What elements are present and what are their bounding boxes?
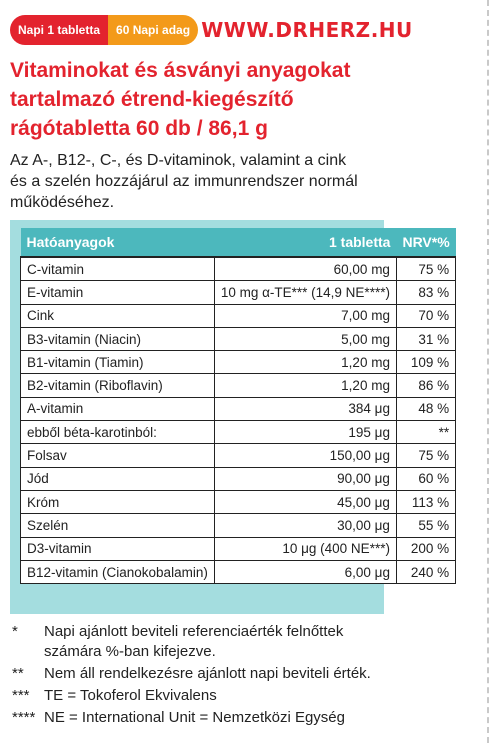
ingredient-nrv: 75 %: [396, 257, 455, 281]
ingredient-amount: 30,00 μg: [214, 514, 396, 537]
ingredient-nrv: 240 %: [396, 560, 455, 583]
column-header-ingredient: Hatóanyagok: [21, 228, 215, 257]
ingredient-name: Cink: [21, 304, 215, 327]
ingredient-name: B1-vitamin (Tiamin): [21, 351, 215, 374]
product-title: [10, 56, 480, 143]
ingredient-name: C-vitamin: [21, 257, 215, 281]
cut-line-divider: [487, 0, 489, 743]
table-row: [21, 444, 456, 467]
ingredient-amount: 10 mg α-TE*** (14,9 NE****): [214, 281, 396, 304]
ingredient-nrv: 113 %: [396, 490, 455, 513]
ingredient-amount: 90,00 μg: [214, 467, 396, 490]
ingredient-name: B3-vitamin (Niacin): [21, 327, 215, 350]
table-row: [21, 351, 456, 374]
ingredient-amount: 1,20 mg: [214, 351, 396, 374]
daily-tablet-badge: Napi 1 tabletta: [10, 15, 108, 45]
footnote-text: Nem áll rendelkezésre ajánlott napi beviteli érték.: [44, 665, 371, 682]
table-row: [21, 421, 456, 444]
daily-dose-badge: 60 Napi adag: [108, 15, 198, 45]
ingredient-nrv: 60 %: [396, 467, 455, 490]
ingredient-name: A-vitamin: [21, 397, 215, 420]
footnote-text: TE = Tokoferol Ekvivalens: [44, 687, 217, 704]
table-row: [21, 281, 456, 304]
ingredient-amount: 7,00 mg: [214, 304, 396, 327]
ingredient-name: Szelén: [21, 514, 215, 537]
footnote-symbol: *: [12, 623, 18, 640]
ingredient-name: Jód: [21, 467, 215, 490]
table-header-row: [21, 228, 456, 257]
description-line: és a szelén hozzájárul az immunrendszer normál: [10, 173, 358, 190]
table-row: [21, 374, 456, 397]
ingredient-name: B2-vitamin (Riboflavin): [21, 374, 215, 397]
footnote-text: Napi ajánlott beviteli referenciaérték felnőttek: [44, 623, 344, 640]
ingredient-name: Folsav: [21, 444, 215, 467]
ingredient-nrv: 70 %: [396, 304, 455, 327]
column-header-nrv: NRV*%: [396, 228, 455, 257]
ingredient-amount: 10 μg (400 NE***): [214, 537, 396, 560]
column-header-amount: 1 tabletta: [214, 228, 396, 257]
product-title-line: rágótabletta 60 db / 86,1 g: [10, 117, 268, 140]
footnote-text: NE = International Unit = Nemzetközi Egység: [44, 709, 345, 726]
description-line: Az A-, B12-, C-, és D-vitaminok, valamint a cink: [10, 152, 347, 169]
table-row: [21, 514, 456, 537]
ingredient-name: Króm: [21, 490, 215, 513]
ingredient-amount: 150,00 μg: [214, 444, 396, 467]
product-description: [10, 150, 480, 213]
ingredient-nrv: 75 %: [396, 444, 455, 467]
ingredient-name: D3-vitamin: [21, 537, 215, 560]
ingredient-amount: 60,00 mg: [214, 257, 396, 281]
ingredient-amount: 195 μg: [214, 421, 396, 444]
ingredient-amount: 5,00 mg: [214, 327, 396, 350]
ingredient-nrv: 86 %: [396, 374, 455, 397]
ingredient-name: E-vitamin: [21, 281, 215, 304]
description-line: működéséhez.: [10, 194, 115, 211]
table-row: [21, 327, 456, 350]
dosage-badge: [10, 15, 198, 45]
website-link[interactable]: WWW.DRHERZ.HU: [201, 18, 413, 42]
footnote-text: számára %-ban kifejezve.: [44, 643, 216, 660]
nutrition-table: [20, 228, 456, 584]
ingredient-nrv: **: [396, 421, 455, 444]
ingredient-name: ebből béta-karotinból:: [21, 421, 215, 444]
table-row: [21, 560, 456, 583]
ingredient-amount: 384 μg: [214, 397, 396, 420]
product-title-line: Vitaminokat és ásványi anyagokat: [10, 59, 351, 82]
footnote-symbol: ****: [12, 709, 36, 726]
ingredient-name: B12-vitamin (Cianokobalamin): [21, 560, 215, 583]
ingredient-amount: 1,20 mg: [214, 374, 396, 397]
ingredient-nrv: 31 %: [396, 327, 455, 350]
product-title-line: tartalmazó étrend-kiegészítő: [10, 88, 294, 111]
ingredient-amount: 6,00 μg: [214, 560, 396, 583]
table-row: [21, 397, 456, 420]
ingredient-nrv: 55 %: [396, 514, 455, 537]
ingredient-nrv: 109 %: [396, 351, 455, 374]
table-row: [21, 467, 456, 490]
footnote-symbol: **: [12, 665, 24, 682]
table-row: [21, 257, 456, 281]
ingredient-amount: 45,00 μg: [214, 490, 396, 513]
table-row: [21, 537, 456, 560]
ingredient-nrv: 48 %: [396, 397, 455, 420]
ingredient-nrv: 83 %: [396, 281, 455, 304]
table-row: [21, 490, 456, 513]
table-row: [21, 304, 456, 327]
ingredient-nrv: 200 %: [396, 537, 455, 560]
footnote-symbol: ***: [12, 687, 30, 704]
